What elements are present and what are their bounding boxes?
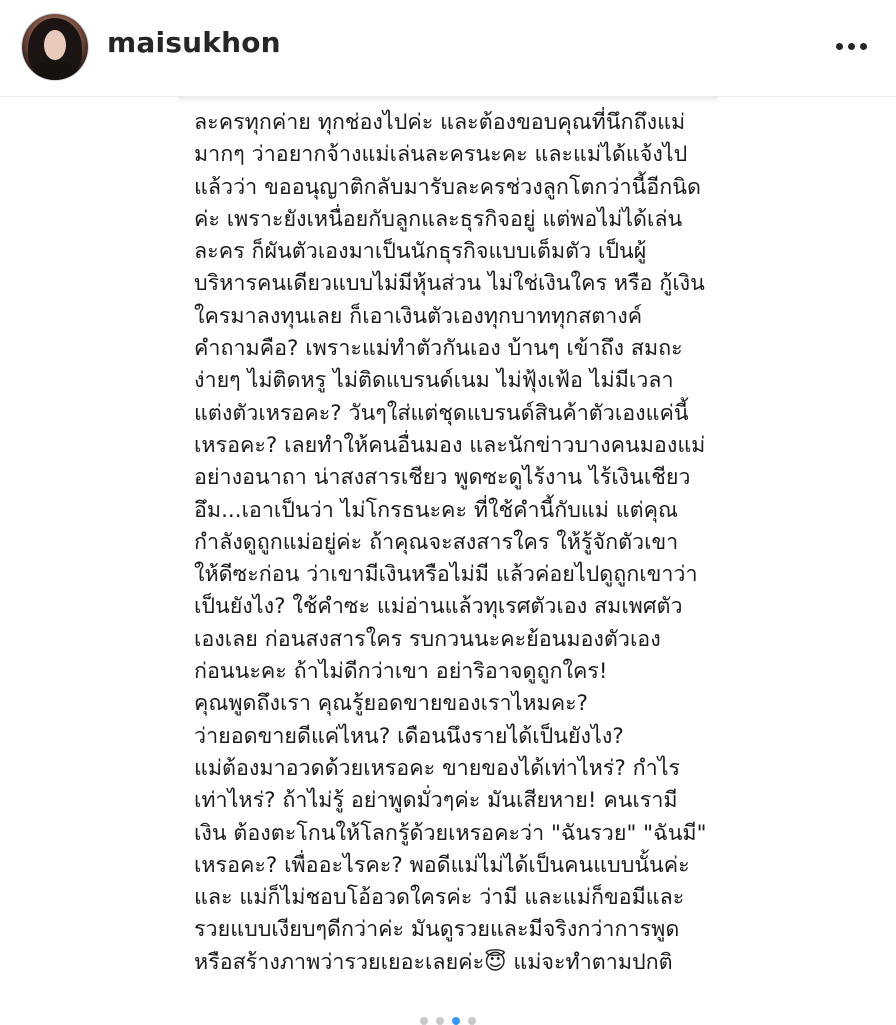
caption-line: และ แม่ก็ไม่ชอบโอ้อวดใครค่ะ ว่ามี และแม่ก็ขอมีและ bbox=[194, 885, 685, 911]
caption-line: เป็นยังไง? ใช้คำซะ แม่อ่านแล้วทุเรศตัวเอง สมเพศตัว bbox=[194, 594, 683, 620]
post-header bbox=[0, 0, 896, 97]
caption-line: ค่ะ เพราะยังเหนื่อยกับลูกและธุรกิจอยู่ แต่พอไม่ได้เล่น bbox=[194, 206, 683, 232]
caption-line: แต่งตัวเหรอคะ? วันๆใส่แต่ชุดแบรนด์สินค้าตัวเองแค่นี้ bbox=[194, 400, 689, 426]
scroll-shadow bbox=[178, 97, 718, 103]
caption-line: แม่ต้องมาอวดด้วยเหรอคะ ขายของได้เท่าไหร่? กำไร bbox=[194, 755, 681, 781]
caption-line: บริหารคนเดียวแบบไม่มีหุ้นส่วน ไม่ใช่เงินใคร หรือ กู้เงิน bbox=[194, 271, 705, 297]
caption-line: รวยแบบเงียบๆดีกว่าค่ะ มันดูรวยและมีจริงกว่าการพูด bbox=[194, 917, 680, 943]
caption-line: เหรอคะ? เลยทำให้คนอื่นมอง และนักข่าวบางคนมองแม่ bbox=[194, 432, 706, 458]
caption-line: ว่ายอดขายดีแค่ไหน? เดือนนึงรายได้เป็นยังไง? bbox=[194, 723, 624, 749]
caption-line: เท่าไหร่? ถ้าไม่รู้ อย่าพูดมั่วๆค่ะ มันเสียหาย! คนเรามี bbox=[194, 788, 678, 814]
caption-line: เงิน ต้องตะโกนให้โลกรู้ด้วยเหรอคะว่า "ฉันรวย" "ฉันมี" bbox=[194, 820, 707, 846]
caption-line: อึม...เอาเป็นว่า ไม่โกรธนะคะ ที่ใช้คำนี้กับแม่ แต่คุณ bbox=[194, 497, 678, 523]
caption-text bbox=[194, 107, 794, 979]
caption-line: เหรอคะ? เพื่ออะไรคะ? พอดีแม่ไม่ได้เป็นคนแบบนั้นค่ะ bbox=[194, 852, 690, 878]
profile-avatar[interactable] bbox=[22, 14, 88, 80]
caption-line: เองเลย ก่อนสงสารใคร รบกวนนะคะย้อนมองตัวเอง bbox=[194, 626, 661, 652]
caption-line: อย่างอนาถา น่าสงสารเชียว พูดซะดูไร้งาน ไร้เงินเชียว bbox=[194, 465, 691, 491]
username[interactable]: maisukhon bbox=[107, 26, 281, 59]
caption-line: แล้วว่า ขออนุญาติกลับมารับละครช่วงลูกโตกว่านี้อีกนิด bbox=[194, 174, 701, 200]
post-content bbox=[0, 97, 896, 1024]
caption-line: ใครมาลงทุนเลย ก็เอาเงินตัวเองทุกบาททุกสตางค์ bbox=[194, 303, 643, 329]
caption-line: ละครทุกค่าย ทุกช่องไปค่ะ และต้องขอบคุณที่นึกถึงแม่ bbox=[194, 110, 686, 135]
caption-line: หรือสร้างภาพว่ารวยเยอะเลยค่ะ😇 แม่จะทำตามปกติ bbox=[194, 949, 673, 975]
caption-line: กำลังดูถูกแม่อยู่ค่ะ ถ้าคุณจะสงสารใคร ให้รู้จักตัวเขา bbox=[194, 529, 679, 555]
caption-line: ก่อนนะคะ ถ้าไม่ดีกว่าเขา อย่าริอาจดูถูกใคร! bbox=[194, 659, 608, 685]
caption-line: คำถามคือ? เพราะแม่ทำตัวกันเอง บ้านๆ เข้าถึง สมถะ bbox=[194, 336, 683, 362]
caption-line: มากๆ ว่าอยากจ้างแม่เล่นละครนะคะ และแม่ได้แจ้งไป bbox=[194, 142, 688, 168]
caption-line: ง่ายๆ ไม่ติดหรู ไม่ติดแบรนด์เนม ไม่ฟุ้งเฟ้อ ไม่มีเวลา bbox=[194, 368, 674, 394]
caption-line: ให้ดีซะก่อน ว่าเขามีเงินหรือไม่มี แล้วค่อยไปดูถูกเขาว่า bbox=[194, 562, 698, 588]
caption-line: คุณพูดถึงเรา คุณรู้ยอดขายของเราไหมคะ? bbox=[194, 691, 589, 717]
more-horizontal-icon[interactable] bbox=[826, 26, 876, 66]
caption-line: ละคร ก็ผันตัวเองมาเป็นนักธุรกิจแบบเต็มตัว เป็นผู้ bbox=[194, 239, 647, 265]
